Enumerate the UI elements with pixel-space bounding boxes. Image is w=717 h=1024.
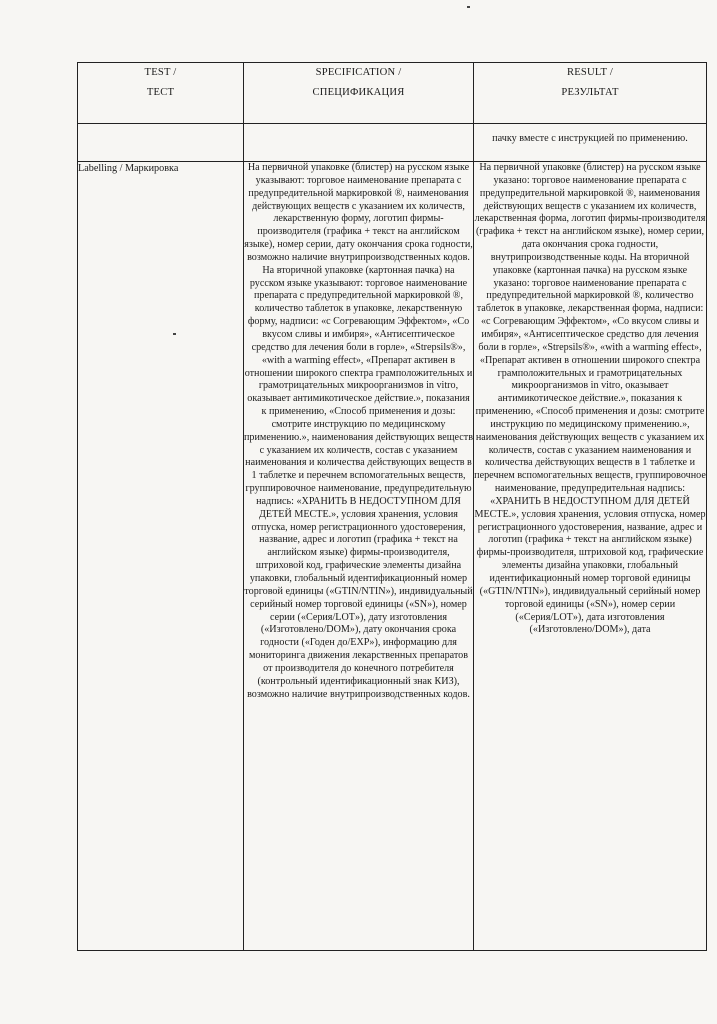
- header-test-ru: ТЕСТ: [146, 87, 175, 98]
- header-test: [78, 63, 244, 124]
- header-result: [474, 63, 707, 124]
- specification-table: [77, 62, 707, 951]
- specification-text: На первичной упаковке (блистер) на русском языке указывают: торговое наименование препарата с предупредительной маркировкой ®, наименования действующих веществ с указанием их количеств, лекарственную форму, логотип фирмы-производителя (графика + текст на английском языке), номер серии, дату окончания срока годности, возможно наличие внутрипроизводственных кодов. На вторичной упаковке (картонная пачка) на русском языке указывают: торговое наименование препарата с предупредительной маркировкой ®, количество таблеток в упаковке, лекарственную форму, надписи: «с Согревающим Эффектом», «Со вкусом сливы и имбиря», «Антисептическое средство для лечения боли в горле», «Strepsils®», «with a warming effect», «Препарат активен в отношении широкого спектра грамположительных и грамотрицательных микроорганизмов in vitro, оказывает антимикотическое действие.», показания к применению, «Способ применения и дозы: смотрите инструкцию по медицинскому применению.», наименования действующих веществ с указанием их количеств, состав с указанием наименования и количества действующих веществ в 1 таблетке и перечнем вспомогательных веществ, группировочное наименование, предупредительную надпись: «ХРАНИТЬ В НЕДОСТУПНОМ ДЛЯ ДЕТЕЙ МЕСТЕ.», условия хранения, условия отпуска, номер регистрационного удостоверения, название, адрес и логотип (графика + текст на английском языке) фирмы-производителя, штриховой код, графические элементы дизайна упаковки, глобальный идентификационный номер торговой единицы («GTIN/NTIN»), индивидуальный серийный номер торговой единицы («SN»), номер серии («Серия/LOT»), дату изготовления («Изготовлено/DOM»), дату окончания срока годности («Годен до/EXP»), информацию для мониторинга движения лекарственных препаратов от производителя до конечного потребителя (контрольный идентификационный знак КИЗ), возможно наличие внутрипроизводственных кодов.: [244, 162, 473, 700]
- table-header-row: [78, 63, 707, 124]
- header-specification: [244, 63, 474, 124]
- cell-test-labelling: Labelling / Маркировка: [78, 162, 244, 951]
- table-row-continuation: [78, 124, 707, 162]
- cell-specification-labelling: [244, 162, 474, 951]
- cell-test-empty: [78, 124, 244, 162]
- header-spec-ru: СПЕЦИФИКАЦИЯ: [312, 87, 405, 98]
- table-row-labelling: [78, 162, 707, 951]
- scan-speck: [467, 6, 470, 8]
- cell-spec-empty: [244, 124, 474, 162]
- result-text: На первичной упаковке (блистер) на русском языке указано: торговое наименование препарата с предупредительной маркировкой ®, наименования действующих веществ с указанием их количеств, лекарственная форма, логотип фирмы-производителя (графика + текст на английском языке), номер серии, дата окончания срока годности, внутрипроизводственные коды. На вторичной упаковке (картонная пачка) на русском языке указано: торговое наименование препарата с предупредительной маркировкой ®, количество таблеток в упаковке, лекарственная форма, надписи: «с Согревающим Эффектом», «Со вкусом сливы и имбиря», «Антисептическое средство для лечения боли в горле», «Strepsils®», «with a warming effect», «Препарат активен в отношении широкого спектра грамположительных и грамотрицательных микроорганизмов in vitro, оказывает антимикотическое действие.», показания к применению, «Способ применения и дозы: смотрите инструкцию по медицинскому применению.», наименования действующих веществ с указанием их количеств, состав с указанием наименования и количества действующих веществ в 1 таблетке и перечнем вспомогательных веществ, группировочное наименование, предупредительная надпись: «ХРАНИТЬ В НЕДОСТУПНОМ ДЛЯ ДЕТЕЙ МЕСТЕ.», условия хранения, условия отпуска, номер регистрационного удостоверения, название, адрес и логотип (графика + текст на английском языке) фирмы-производителя, штриховой код, графические элементы дизайна упаковки, глобальный идентификационный номер торговой единицы («GTIN/NTIN»), индивидуальный серийный номер торговой единицы («SN»), номер серии («Серия/LOT»), дата изготовления («Изготовлено/DOM»), дата: [474, 162, 706, 636]
- header-test-en: TEST /: [144, 67, 177, 78]
- header-spec-en: SPECIFICATION /: [315, 67, 402, 78]
- cell-result-labelling: [474, 162, 707, 951]
- header-result-en: RESULT /: [566, 67, 614, 78]
- cell-result-continuation: [474, 124, 707, 162]
- result-continuation-text: пачку вместе с инструкцией по применению.: [492, 133, 688, 144]
- header-result-ru: РЕЗУЛЬТАТ: [561, 87, 619, 98]
